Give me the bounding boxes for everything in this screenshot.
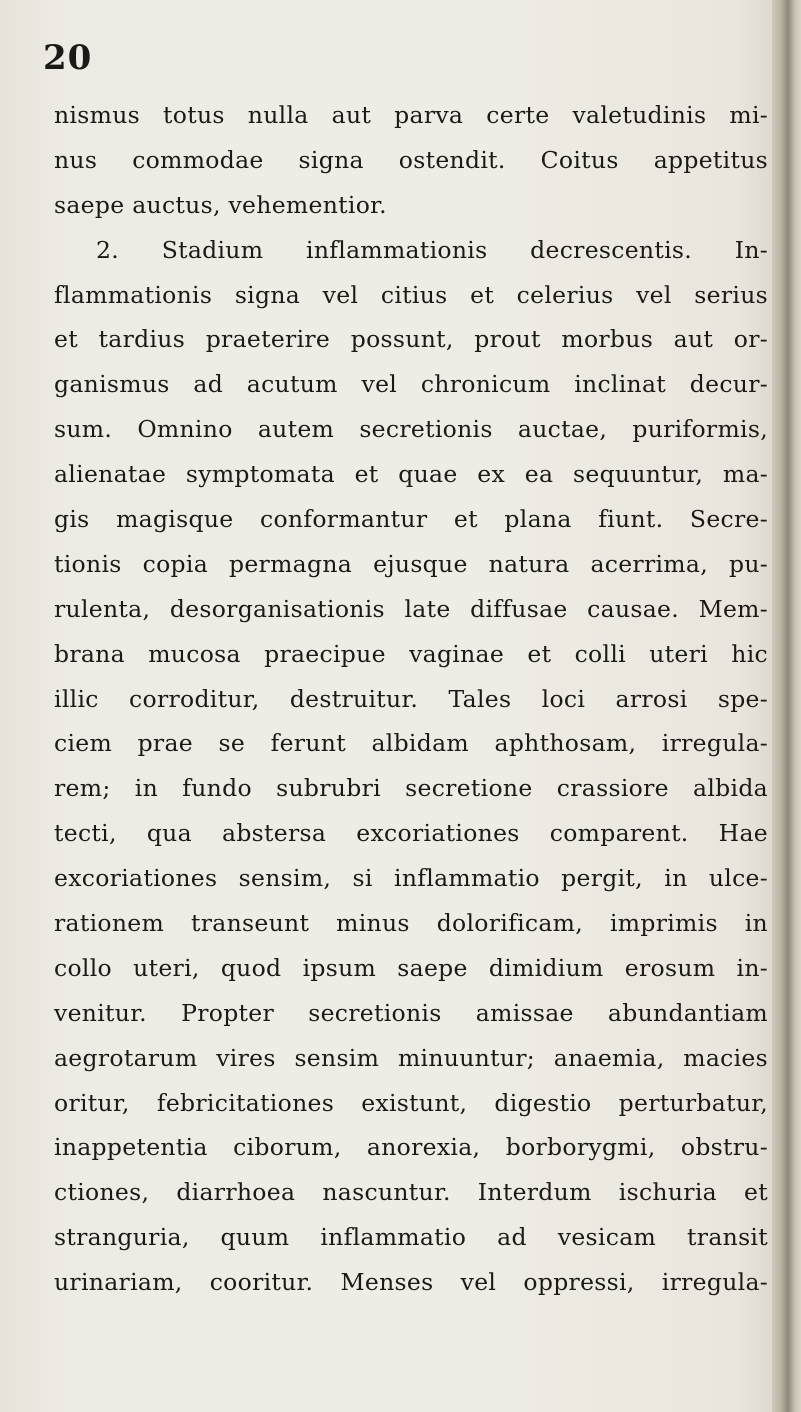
page-number: 20	[43, 38, 93, 78]
text-line: venitur. Propter secretionis amissae abundantiam	[54, 998, 768, 1027]
text-line: et tardius praeterire possunt, prout morbus aut or-	[54, 325, 768, 354]
text-line: excoriationes sensim, si inflammatio pergit, in ulce-	[54, 864, 768, 893]
text-line: tionis copia permagna ejusque natura acerrima, pu-	[54, 549, 768, 578]
text-line: aegrotarum vires sensim minuuntur; anaemia, macies	[54, 1043, 768, 1072]
text-line: nismus totus nulla aut parva certe valetudinis mi-	[54, 101, 768, 129]
text-line: saepe auctus, vehementior.	[54, 190, 387, 219]
body-text	[54, 93, 768, 1305]
text-line: brana mucosa praecipue vaginae et colli uteri hic	[54, 639, 768, 668]
text-line: flammationis signa vel citius et celerius vel serius	[54, 280, 768, 309]
text-line: rem; in fundo subrubri secretione crassiore albida	[54, 774, 768, 803]
text-line: alienatae symptomata et quae ex ea sequuntur, ma-	[54, 460, 768, 489]
text-line: tecti, qua abstersa excoriationes comparent. Hae	[54, 819, 768, 848]
text-line: ciem prae se ferunt albidam aphthosam, irregula-	[54, 729, 768, 758]
text-line: sum. Omnino autem secretionis auctae, puriformis,	[54, 415, 768, 444]
text-line: rationem transeunt minus dolorificam, imprimis in	[54, 909, 768, 938]
text-line: rulenta, desorganisationis late diffusae causae. Mem-	[54, 594, 768, 623]
text-line: stranguria, quum inflammatio ad vesicam transit	[54, 1223, 768, 1252]
text-line: urinariam, cooritur. Menses vel oppressi, irregula-	[54, 1268, 768, 1297]
text-line: oritur, febricitationes existunt, digestio perturbatur,	[54, 1088, 768, 1117]
section-heading-line: 2. Stadium inflammationis decrescentis. In-	[96, 235, 768, 264]
text-line: collo uteri, quod ipsum saepe dimidium erosum in-	[54, 953, 768, 982]
text-line: nus commodae signa ostendit. Coitus appetitus	[54, 145, 768, 174]
text-line: ganismus ad acutum vel chronicum inclinat decur-	[54, 370, 768, 399]
text-line: inappetentia ciborum, anorexia, borborygmi, obstru-	[54, 1133, 768, 1162]
page-edge	[772, 0, 801, 1412]
text-line: ctiones, diarrhoea nascuntur. Interdum ischuria et	[54, 1178, 768, 1207]
text-line: gis magisque conformantur et plana fiunt. Secre-	[54, 505, 768, 534]
text-line: illic corroditur, destruitur. Tales loci arrosi spe-	[54, 684, 768, 713]
